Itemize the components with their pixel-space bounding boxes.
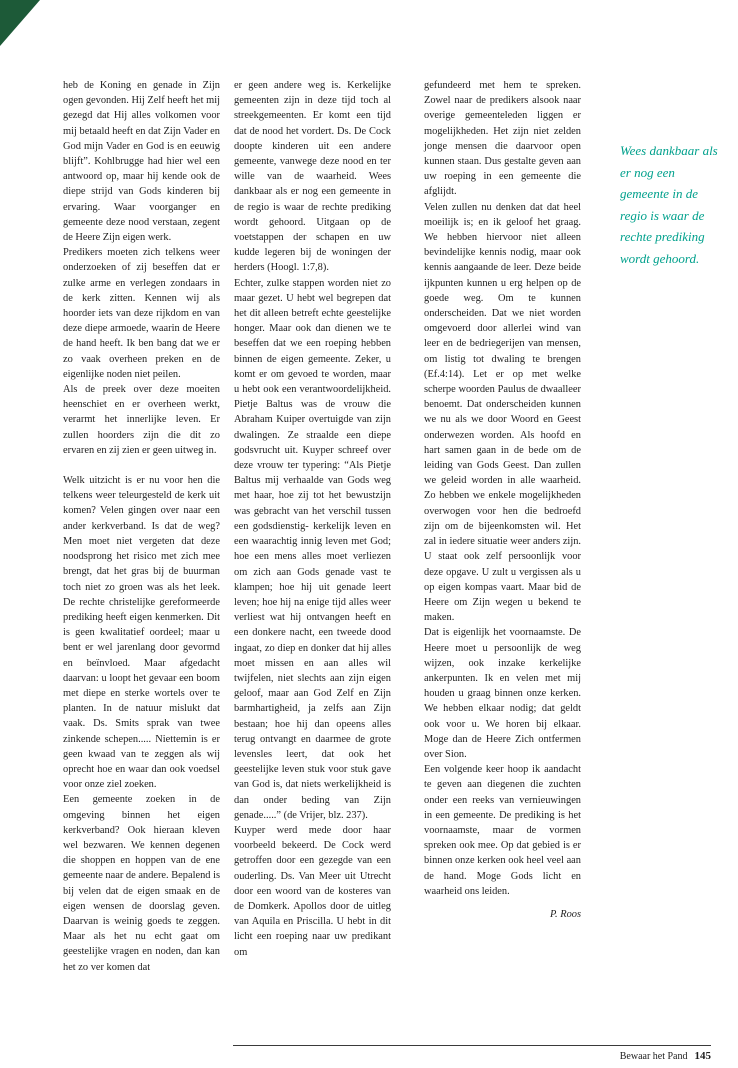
- paragraph: Een gemeente zoeken in de omgeving binnen het eigen kerkverband? Ook hieraan kleven wel bezwaren. We kennen degenen die shoppen en hoppen van de ene gemeente naar de andere. Bepalend is bij velen dat de eigen smaak en de eigen wensen de doorslag geven. Daarvan is weinig goeds te zeggen. Maar als het nu echt gaat om geestelijke vragen en noden, dan kan het zo ver komen dat: [63, 794, 220, 973]
- paragraph: er geen andere weg is. Kerkelijke gemeenten zijn in deze tijd toch al streekgemeenten. Er komt een tijd dat de nood het vordert. Ds. De Cock doopte kinderen uit een andere gemeente, vanwege deze nood en ter wille van de waarheid. Wees dankbaar als er nog een gemeente in de regio is waar de rechte prediking wordt gehoord. Uitgaan op de voetstappen der schapen en uw kudde legeren bij de woningen der herders (Hoogl. 1:7,8).: [234, 80, 391, 274]
- paragraph: Velen zullen nu denken dat dat heel moeilijk is; en ik geloof het graag. We hebben hiervoor niet alleen bevindelijke kennis nodig, maar ook kennis aangaande de leer. Deze beide ijkpunten kunnen u erg helpen op de goede weg. Om te kunnen onderscheiden. Dat we niet worden omgevoerd door allerlei wind van leer en de bedriegerijen van mensen, om listig tot dwaling te brengen (Ef.4:14). Let er op met welke scherpe woorden Paulus de dwaalleer benoemt. Dat onderscheiden kunnen we nu als we door Woord en Geest onderwezen worden. Als hoofd en hart samen gaan in de bede om de leiding van Gods Geest. Dan zullen we geleid worden in alle waarheid. Zo hebben we enkele mogelijkheden overwogen voor hen die bedroefd zijn om de bijeenkomsten wil. Het zal in iedere situatie weer anders zijn. U staat ook zelf persoonlijk voor deze opgave. U zult u vergissen als u op eigen kompas vaart. Maar bid de Heere om Zijn wegen u bekend te maken.: [424, 201, 581, 624]
- text-column-1: [63, 78, 220, 975]
- page-footer: [233, 1045, 711, 1062]
- article-body: [63, 78, 581, 975]
- pull-quote: Wees dankbaar als er nog een gemeente in de regio is waar de rechte prediking wordt gehoord.: [620, 143, 718, 266]
- paragraph: Een volgende keer hoop ik aandacht te geven aan diegenen die zuchten onder een reeks van vernieuwingen in een gemeente. De prediking is het voornaamste, maar de vormen spreken ook mee. Op dat gebied is er binnen onze kerken ook heel veel aan de hand. Moge Gods licht en waarheid ons leiden.: [424, 764, 581, 897]
- page-number: 145: [694, 1050, 711, 1062]
- paragraph: gefundeerd met hem te spreken. Zowel naar de predikers alsook naar overige gemeenteleden liggen er mogelijkheden. Het zijn niet zelden jonge mensen die daarvoor open kunnen staan. Dus gestalte geven aan uw roeping in een gemeente die afglijdt.: [424, 80, 581, 198]
- text-column-3: [424, 78, 581, 975]
- footer-divider: [233, 1045, 711, 1046]
- paragraph: heb de Koning en genade in Zijn ogen gevonden. Hij Zelf heeft het mij gezegd dat Hij alles volkomen voor mij betaald heeft en dat Zijn Vader en God mijn Vader en God is en eeuwig blijft”. Kohlbrugge had hier wel een antwoord op, maar hij kende ook de diepe strijd van Gods kinderen bij ervaring. Waar voorganger en gemeente deze nood verstaan, zegent de Heere Zijn eigen werk.: [63, 80, 220, 244]
- paragraph: Predikers moeten zich telkens weer onderzoeken of zij beseffen dat er zulke arme en verlegen zondaars in de kerk zitten. Kennen wij als hoorder iets van deze rijkdom en van deze diepe armoede, waarin de Heere de hand heeft. Ik ben bang dat we er zo vaak overheen preken en de eigenlijke noden niet peilen.: [63, 247, 220, 380]
- text-column-2: [234, 78, 391, 975]
- paragraph: Kuyper werd mede door haar voorbeeld bekeerd. De Cock werd getroffen door een gezegde van een ouderling. Ds. Van Meer uit Utrecht door een woord van de kosteres van de Domkerk. Apollos door de uitleg van Aquila en Priscilla. U hebt in dit licht een roeping naar uw predikant om: [234, 824, 391, 958]
- magazine-title: Bewaar het Pand: [619, 1051, 688, 1062]
- paragraph: Echter, zulke stappen worden niet zo maar gezet. U hebt wel begrepen dat het dit alleen betreft echte geestelijke honger. Maar ook dan dienen we te beseffen dat we een roeping hebben binnen de eigen gemeente. Zeker, u komt er om gevoed te worden, maar u hebt ook een verantwoordelijkheid. Pietje Baltus was de vrouw die Abraham Kuiper overtuigde van zijn dwalingen. Ze straalde een diepe godsvrucht uit. Kuyper schreef over deze vrouw ter typering: “Als Pietje Baltus mij verhaalde van Gods weg met haar, hoe zij tot het bewustzijn was gebracht van het verschil tussen een godsdienstig- kerkelijk leven en een waarachtig innig leven met God; hoe een mens alles moet verliezen om zich aan Gods genade vast te klampen; hoe hij uit genade leert leven; hoe hij na enige tijd alles weer verliest wat hij ontvangen heeft en een donkere nacht, een tweede dood ingaat, zo diep en donker dat hij alles moet missen en aan alles wil twijfelen, niet slechts aan zijn eigen geloof, maar aan God Zelf en Zijn barmhartigheid, ja zelfs aan Zijn bestaan; hoe hij dan opeens alles terug ontvangt en daarmee de grote levensles leert, dat ook het geestelijke leven stuk voor stuk gave van God is, dat niets werkelijkheid is dan onder beding van Zijn genade.....” (de Vrijer, blz. 237).: [234, 277, 391, 821]
- paragraph: Welk uitzicht is er nu voor hen die telkens weer teleurgesteld de kerk uit komen? Velen gingen over naar een ander kerkverband. Is dat de weg? Men moet niet vergeten dat deze noodsprong het risico met zich mee brengt, dat het gras bij de buurman toch niet zo groen was als het leek. De rechte christelijke gereformeerde prediking heeft eigen kenmerken. Dit is geen kwalitatief oordeel; maar u bent er wel jarenlang door gevormd en beïnvloed. Maar afgedacht daarvan: u loopt het gevaar een boom met diepe en sterke wortels over te planten. In de natuur mislukt dat vaak. Ds. Smits sprak van twee zinkende schepen..... Niettemin is er geen kwaad van te zeggen als wij oprecht hoe en waar dan ook voedsel voor onze ziel zoeken.: [63, 475, 220, 791]
- paragraph: Dat is eigenlijk het voornaamste. De Heere moet u persoonlijk de weg wijzen, ook inzake kerkelijke ankerpunten. Ik en velen met mij houden u graag binnen onze kerken. We hebben elkaar nodig; dat geldt ook voor u. We horen bij elkaar. Moge dan de Heere Zich ontfermen over Sion.: [424, 627, 581, 760]
- footer-text: [233, 1050, 711, 1062]
- paragraph: Als de preek over deze moeiten heenschiet en er overheen werkt, verarmt het innerlijke leven. Er zullen hoorders zijn die dit zo ervaren en zij zien er geen uitweg in.: [63, 384, 220, 456]
- author-signature: P. Roos: [550, 908, 581, 920]
- corner-accent: [0, 0, 40, 46]
